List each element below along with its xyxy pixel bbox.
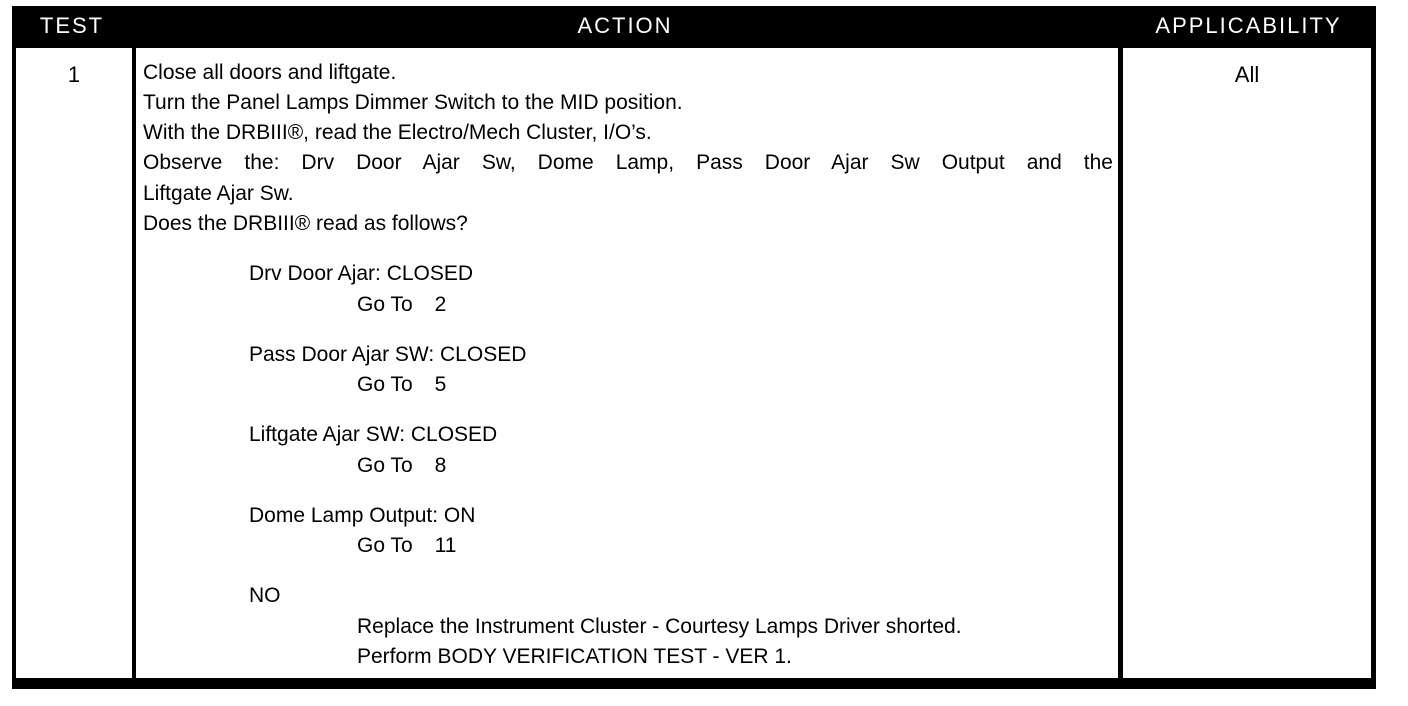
go-to-step: 2 <box>434 293 447 316</box>
instruction-line: With the DRBIII®, read the Electro/Mech Cluster, I/O’s. <box>143 121 652 144</box>
applicability-value: All <box>1234 62 1260 87</box>
header-action: ACTION <box>577 13 673 38</box>
go-to-label: Go To <box>357 454 413 477</box>
no-option-label: NO <box>249 584 281 607</box>
applicability-cell <box>1123 48 1371 678</box>
header-test: TEST <box>39 13 105 38</box>
option-condition: Dome Lamp Output: ON <box>249 504 476 527</box>
go-to-step: 8 <box>434 454 447 477</box>
no-option-action: Perform BODY VERIFICATION TEST - VER 1. <box>357 645 792 668</box>
go-to-label: Go To <box>357 293 413 316</box>
test-number: 1 <box>67 62 81 87</box>
header-applicability: APPLICABILITY <box>1155 13 1342 38</box>
instruction-line: Does the DRBIII® read as follows? <box>143 212 468 235</box>
diagnostic-test-table <box>12 6 1376 689</box>
action-cell <box>136 48 1118 678</box>
option-condition: Pass Door Ajar SW: CLOSED <box>249 343 527 366</box>
go-to-label: Go To <box>357 373 413 396</box>
instruction-line: Liftgate Ajar Sw. <box>143 182 294 205</box>
go-to-label: Go To <box>357 534 413 557</box>
instruction-line: Turn the Panel Lamps Dimmer Switch to the MID position. <box>143 91 683 114</box>
test-cell <box>16 48 132 678</box>
option-goto <box>357 292 446 318</box>
option-condition: Liftgate Ajar SW: CLOSED <box>249 423 498 446</box>
option-goto <box>357 453 446 479</box>
option-goto <box>357 372 446 398</box>
instruction-line: Close all doors and liftgate. <box>143 61 397 84</box>
instruction-line: Observe the: Drv Door Ajar Sw, Dome Lamp, Pass Door Ajar Sw Output and the <box>143 151 1113 174</box>
go-to-step: 5 <box>434 373 447 396</box>
option-condition: Drv Door Ajar: CLOSED <box>249 262 474 285</box>
option-goto <box>357 533 456 559</box>
no-option-action: Replace the Instrument Cluster - Courtesy Lamps Driver shorted. <box>357 615 962 638</box>
go-to-step: 11 <box>434 534 457 557</box>
